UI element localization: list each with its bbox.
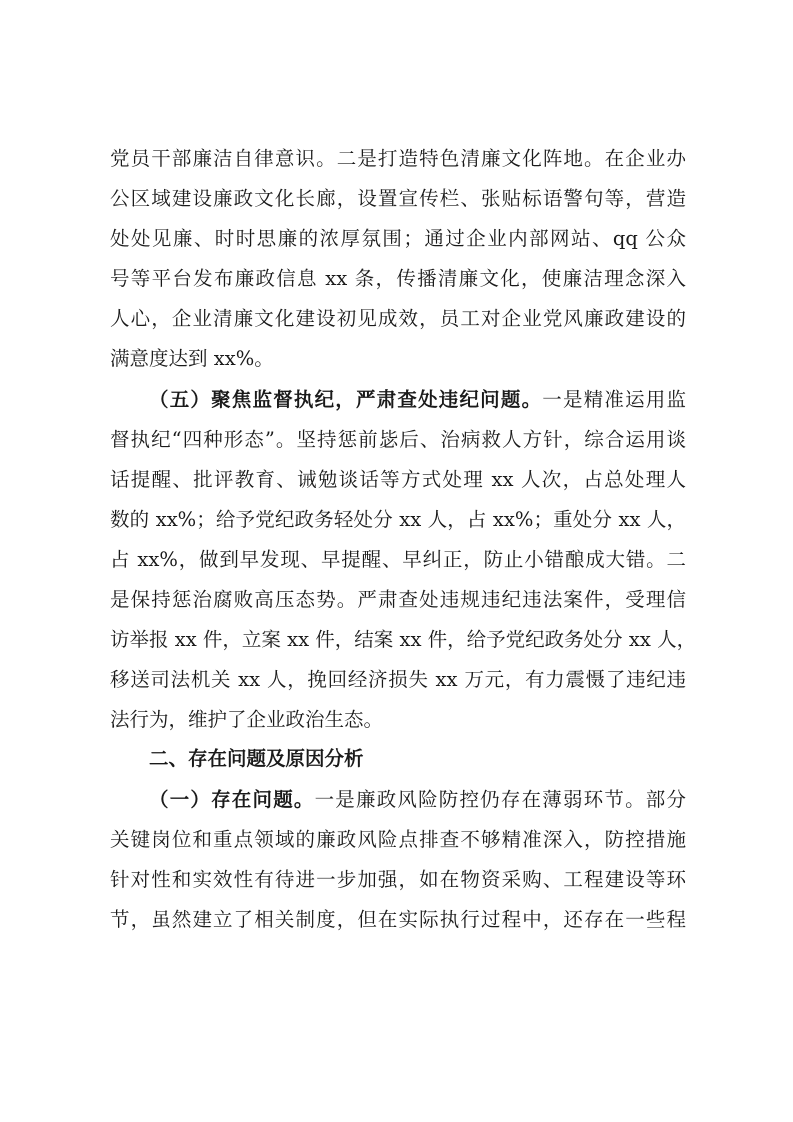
text-line: 号等平台发布廉政信息 xx 条，传播清廉文化，使廉洁理念深入 [110, 267, 686, 290]
text-line: 占 xx%，做到早发现、早提醒、早纠正，防止小错酿成大错。二 [110, 548, 686, 571]
text-line: 督执纪“四种形态”。坚持惩前毖后、治病救人方针，综合运用谈 [110, 428, 686, 451]
paragraph-first-line [149, 380, 686, 420]
text-line: 访举报 xx 件，立案 xx 件，结案 xx 件，给予党纪政务处分 xx 人， [110, 628, 697, 651]
section-heading: 二、存在问题及原因分析 [149, 747, 364, 770]
text-line: 满意度达到 xx%。 [110, 347, 274, 370]
text-run: 一是精准运用监 [542, 388, 686, 411]
text-line: 针对性和实效性有待进一步加强，如在物资采购、工程建设等环 [110, 868, 686, 891]
text-line: 公区域建设廉政文化长廊，设置宣传栏、张贴标语警句等，营造 [110, 187, 686, 210]
text-line: 移送司法机关 xx 人，挽回经济损失 xx 万元，有力震慑了违纪违 [110, 668, 686, 691]
text-line: 党员干部廉洁自律意识。二是打造特色清廉文化阵地。在企业办 [110, 147, 686, 170]
text-line: 数的 xx%；给予党纪政务轻处分 xx 人，占 xx%；重处分 xx 人， [110, 508, 686, 531]
text-line: 法行为，维护了企业政治生态。 [110, 708, 384, 731]
text-line: 是保持惩治腐败高压态势。严肃查处违规违纪违法案件，受理信 [110, 588, 686, 611]
text-line: 人心，企业清廉文化建设初见成效，员工对企业党风廉政建设的 [110, 307, 686, 330]
text-line: 关键岗位和重点领域的廉政风险点排查不够精准深入，防控措施 [110, 828, 686, 851]
text-line: 节，虽然建立了相关制度，但在实际执行过程中，还存在一些程 [110, 908, 686, 931]
text-run: 一是廉政风险防控仍存在薄弱环节。部分 [314, 788, 686, 811]
subsection-heading: （一）存在问题。 [149, 788, 315, 811]
text-line: 话提醒、批评教育、诫勉谈话等方式处理 xx 人次，占总处理人 [110, 468, 686, 491]
paragraph-first-line [149, 780, 686, 820]
text-line: 处处见廉、时时思廉的浓厚氛围；通过企业内部网站、qq 公众 [110, 227, 686, 250]
subsection-heading: （五）聚焦监督执纪，严肃查处违纪问题。 [149, 388, 543, 411]
